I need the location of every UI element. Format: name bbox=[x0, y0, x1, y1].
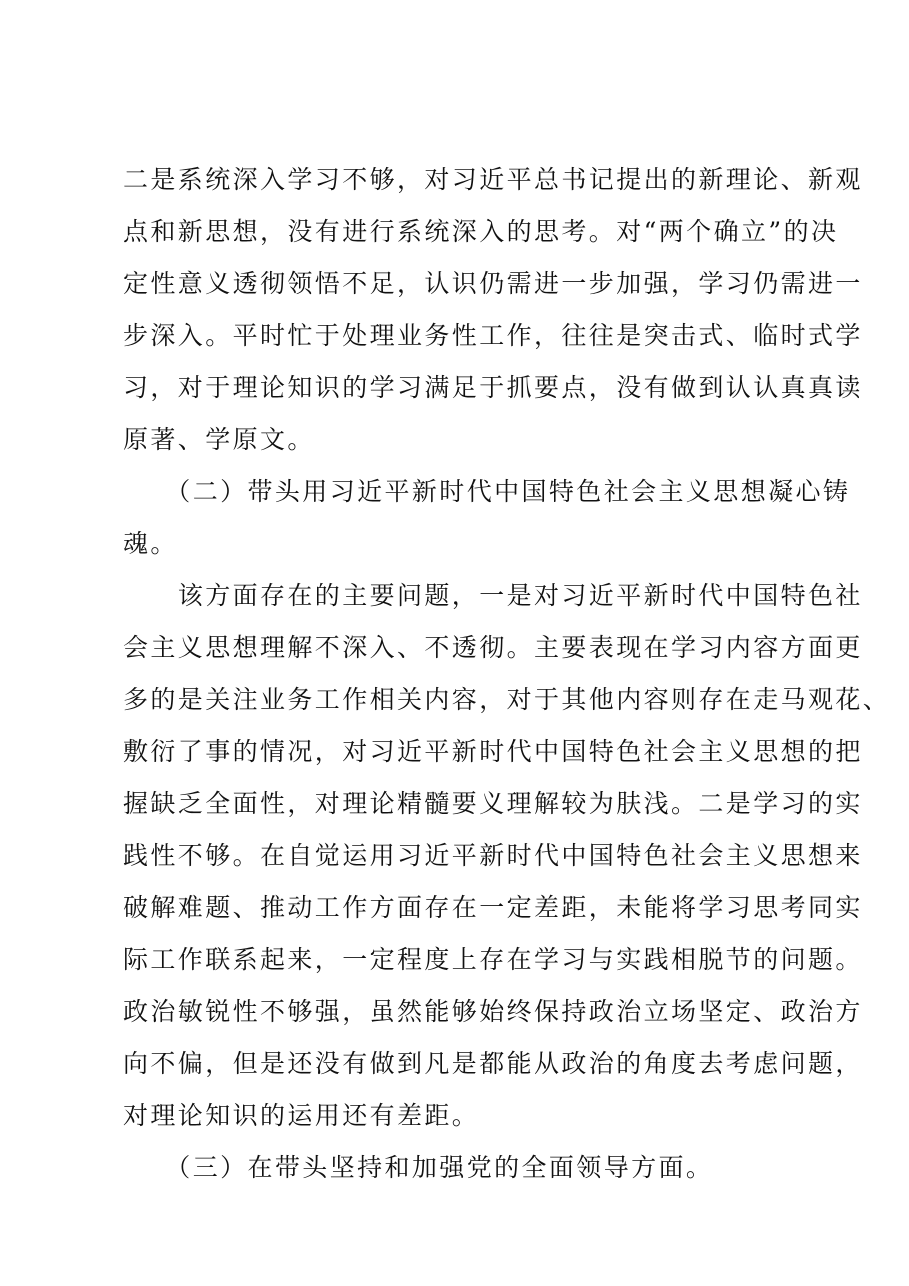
text-line: 向不偏，但是还没有做到凡是都能从政治的角度去考虑问题， bbox=[123, 1049, 863, 1078]
section-heading-two bbox=[123, 466, 851, 570]
heading-line: 魂。 bbox=[123, 529, 178, 558]
text-line: 际工作联系起来，一定程度上存在学习与实践相脱节的问题。 bbox=[123, 945, 863, 974]
text-line: 二是系统深入学习不够，对习近平总书记提出的新理论、新观 bbox=[123, 165, 863, 194]
paragraph-study-insufficient bbox=[123, 154, 863, 466]
text-line: 习，对于理论知识的学习满足于抓要点，没有做到认认真真读 bbox=[123, 373, 863, 402]
text-line: 会主义思想理解不深入、不透彻。主要表现在学习内容方面更 bbox=[123, 633, 863, 662]
text-line: 政治敏锐性不够强，虽然能够始终保持政治立场坚定、政治方 bbox=[123, 997, 863, 1026]
text-line: 对理论知识的运用还有差距。 bbox=[123, 1101, 480, 1130]
text-line: 点和新思想，没有进行系统深入的思考。对“两个确立”的决 bbox=[123, 217, 839, 246]
text-line: 践性不够。在自觉运用习近平新时代中国特色社会主义思想来 bbox=[123, 841, 863, 870]
heading-line: （二）带头用习近平新时代中国特色社会主义思想凝心铸 bbox=[123, 477, 851, 506]
text-line: 步深入。平时忙于处理业务性工作，往往是突击式、临时式学 bbox=[123, 321, 863, 350]
text-line: 原著、学原文。 bbox=[123, 425, 315, 454]
text-line: 多的是关注业务工作相关内容，对于其他内容则存在走马观花、 bbox=[123, 685, 891, 714]
text-line: 该方面存在的主要问题，一是对习近平新时代中国特色社 bbox=[123, 581, 863, 610]
text-line: 敷衍了事的情况，对习近平新时代中国特色社会主义思想的把 bbox=[123, 737, 863, 766]
section-heading-three bbox=[123, 1142, 813, 1194]
document-body bbox=[123, 154, 891, 1194]
text-line: 握缺乏全面性，对理论精髓要义理解较为肤浅。二是学习的实 bbox=[123, 789, 863, 818]
heading-line: （三）在带头坚持和加强党的全面领导方面。 bbox=[123, 1153, 714, 1182]
paragraph-main-problems bbox=[123, 570, 891, 1142]
text-line: 破解难题、推动工作方面存在一定差距，未能将学习思考同实 bbox=[123, 893, 863, 922]
text-line: 定性意义透彻领悟不足，认识仍需进一步加强，学习仍需进一 bbox=[123, 269, 863, 298]
